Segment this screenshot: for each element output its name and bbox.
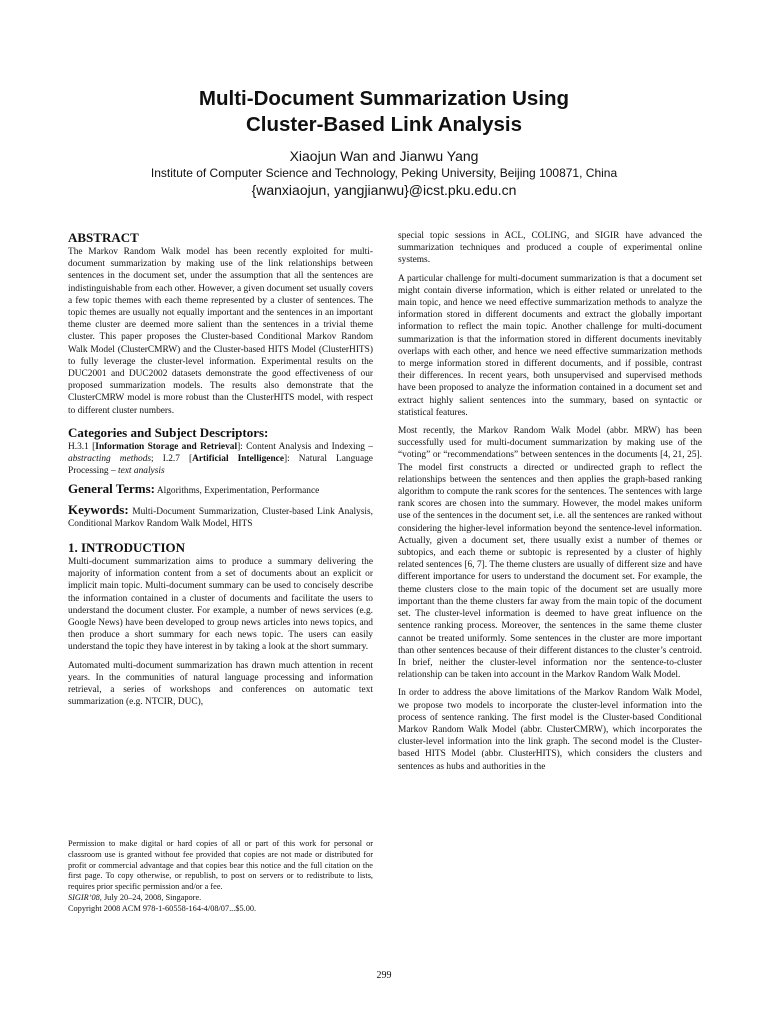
page-number: 299: [376, 970, 392, 981]
general-terms: [68, 483, 373, 497]
right-column: [398, 230, 702, 779]
left-column: [68, 230, 373, 715]
general-terms-text: Algorithms, Experimentation, Performance: [155, 486, 320, 497]
categories-heading: Categories and Subject Descriptors:: [68, 424, 269, 440]
categories-text: H.3.1 [Information Storage and Retrieval]: Content Analysis and Indexing – abstracting methods; I.2.7 [Artificial Intelligence]: Natural Language Processing – text analysis: [68, 441, 373, 477]
body-paragraph: A particular challenge for multi-document summarization is that a document set might contain diverse information, which is either related or unrelated to the main topic, and hence we need effective summarization methods to analyze the information stored in different documents and extract the globally important information to reflect the main topic. Another challenge for multi-document summarization is that the information stored in different documents inevitably overlaps with each other, and hence we need effective summarization methods to merge information stored in different documents, and if possible, contrast their differences. In recent years, both unsupervised and supervised methods have been proposed to analyze the information contained in a document set and extract highly salient sentences into the summary, based on syntactic or statistical features.: [398, 273, 702, 418]
conference-info: SIGIR’08, July 20–24, 2008, Singapore.: [68, 892, 202, 902]
abstract-text: The Markov Random Walk model has been recently exploited for multi-document summarization by making use of the link relationships between sentences in the document set, under the assumption that all the sentences are indistinguishable from each other. However, a given document set usually covers a few topic themes with each theme represented by a cluster of sentences. The topic themes are usually not equally important and the sentences in an important theme cluster are deemed more salient than the sentences in a trivial theme cluster. This paper proposes the Cluster-based Conditional Markov Random Walk Model (ClusterCMRW) and the Cluster-based HITS Model (ClusterHITS) to fully leverage the cluster-level information. Experimental results on the DUC2001 and DUC2002 datasets demonstrate the good effectiveness of our proposed summarization models. The results also demonstrate that the ClusterCMRW model is more robust than the ClusterHITS model, with respect to different cluster numbers.: [68, 247, 373, 416]
author-affiliation: Institute of Computer Science and Technology, Peking University, Beijing 100871, China: [150, 166, 618, 180]
body-paragraph: special topic sessions in ACL, COLING, and SIGIR have advanced the summarization techniques and produced a couple of experimental online systems.: [398, 231, 702, 266]
permission-text: Permission to make digital or hard copies of all or part of this work for personal or classroom use is granted without fee provided that copies are not made or distributed for profit or commercial advantage and that copies bear this notice and the full citation on the first page. To copy otherwise, or republish, to post on servers or to redistribute to lists, requires prior specific permission and/or a fee.: [68, 839, 373, 892]
introduction-paragraph-1: Multi-document summarization aims to produce a summary delivering the majority of information content from a set of documents about an explicit or implicit main topic. Multi-document summary can be used to concisely describe the information contained in a cluster of documents and facilitate the users to understand the document cluster. For example, a number of news services (e.g. Google News) have been developed to group news articles into news topics, and then produce a short summary for each news topic. The users can easily understand the topic they have interest in by taking a look at the short summary.: [68, 557, 373, 653]
copyright-line: Copyright 2008 ACM 978-1-60558-164-4/08/07...$5.00.: [68, 903, 257, 913]
keywords: [68, 501, 373, 530]
permission-notice: [68, 839, 373, 915]
body-paragraph: Most recently, the Markov Random Walk Model (abbr. MRW) has been successfully used for multi-document summarization by making use of the “voting” or “recommendations” between sentences in the documents [4, 21, 25]. The model first constructs a directed or undirected graph to reflect the relationships between the sentences and then applies the graph-based ranking algorithm to compute the rank scores for the sentences. The sentences with large rank scores are chosen into the summary. However, the model makes uniform use of the sentences in the document set, i.e. all the sentences are ranked without considering the higher-level information beyond the sentence-level information. Actually, given a document set, there usually exist a number of themes or subtopics, and each theme or subtopic is represented by a cluster of highly related sentences [6, 7]. The theme clusters are usually of different size and have different importance for users to understand the document set. For example, the theme clusters close to the main topic of the document set are usually more important than the theme clusters far away from the main topic of the document set. The cluster-level information is deemed to have great influence on the sentence ranking process. Moreover, the sentences in the same theme cluster cannot be treated uniformly. Some sentences in the cluster are more important than other sentences because of their different distances to the cluster’s centroid. In brief, neither the cluster-level information nor the sentence-to-cluster relationship can be taken into account in the Markov Random Walk Model.: [398, 426, 702, 681]
paper-title: [0, 86, 768, 138]
introduction-paragraph-2: Automated multi-document summarization has drawn much attention in recent years. In the communities of natural language processing and information retrieval, a series of workshops and conferences on automatic text summarization (e.g. NTCIR, DUC),: [68, 660, 373, 708]
keywords-text: Multi-Document Summarization, Cluster-based Link Analysis, Conditional Markov Random Walk Model, HITS: [68, 506, 373, 529]
introduction-heading: 1. INTRODUCTION: [68, 540, 186, 556]
author-email: {wanxiaojun, yangjianwu}@icst.pku.edu.cn: [251, 182, 517, 198]
body-paragraph: In order to address the above limitations of the Markov Random Walk Model, we propose two models to incorporate the cluster-level information into the process of sentence ranking. The first model is the Cluster-based Conditional Markov Random Walk Model (abbr. ClusterCMRW), which incorporates the cluster-level information into the link graph. The second model is the Cluster-based HITS Model (abbr. ClusterHITS), which considers the clusters and sentences as hubs and authorities in the: [398, 688, 702, 772]
author-names: Xiaojun Wan and Jianwu Yang: [289, 148, 479, 164]
title-line-2: Cluster-Based Link Analysis: [245, 113, 523, 136]
abstract-heading: ABSTRACT: [68, 230, 139, 245]
general-terms-heading: General Terms:: [68, 481, 156, 497]
title-line-1: Multi-Document Summarization Using: [198, 87, 570, 110]
keywords-heading: Keywords:: [68, 501, 129, 517]
